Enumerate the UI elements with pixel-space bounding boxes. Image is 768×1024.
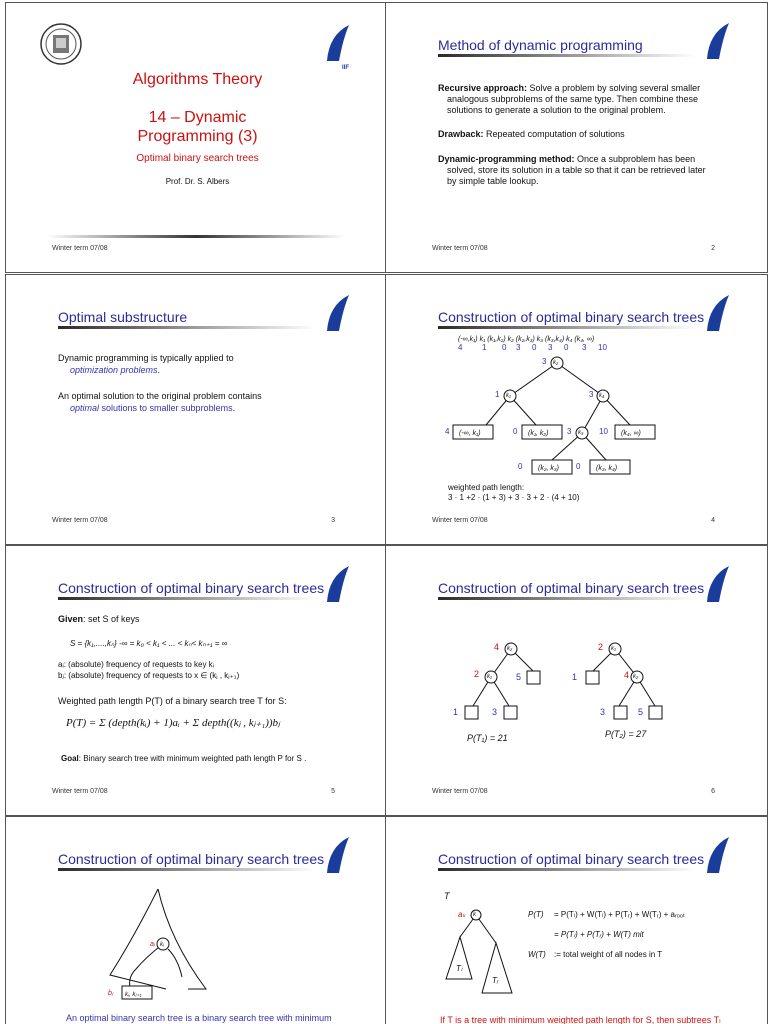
node-weight: 4 <box>624 670 630 680</box>
slide-title: Construction of optimal binary search trees <box>438 580 705 596</box>
footer-term: Winter term 07/08 <box>52 245 108 252</box>
tree-label: T <box>444 891 450 901</box>
slide-title: Method of dynamic programming <box>438 37 643 53</box>
footer-term: Winter term 07/08 <box>52 788 108 795</box>
right-subtree-label: Tᵣ <box>492 976 499 985</box>
frequency-value: 3 <box>582 343 587 352</box>
footer-term: Winter term 07/08 <box>432 788 488 795</box>
leaf-interval: (k₃, k₄) <box>596 465 618 472</box>
wpl-formula: P(T) = Σ (depth(kᵢ) + 1)aᵢ + Σ depth((kⱼ , kⱼ₊₁))bⱼ <box>66 717 280 729</box>
page-number: 3 <box>331 517 335 524</box>
footer-term: Winter term 07/08 <box>432 517 488 524</box>
bst-diagram <box>386 275 768 545</box>
footer-term: Winter term 07/08 <box>432 245 488 252</box>
bst-sketch-diagram <box>6 817 388 1024</box>
node-weight: 2 <box>474 669 480 679</box>
node-ki: kᵢ <box>160 942 164 948</box>
slide-title: Construction of optimal binary search trees <box>438 309 705 325</box>
slide-subtitle: Optimal binary search trees <box>136 153 259 164</box>
goal-label: Goal <box>61 754 79 763</box>
frequency-value: 3 <box>516 343 521 352</box>
text-line: solved, store its solution in a table so that it can be retrieved later <box>447 165 706 175</box>
leaf-interval: (k₄, ∞) <box>621 430 641 437</box>
emphasis: optimization problems <box>70 365 158 375</box>
footer-term: Winter term 07/08 <box>52 517 108 524</box>
text-fragment: : Binary search tree with minimum weighted path length P for S . <box>78 754 307 763</box>
node-root: k₂ <box>553 360 559 366</box>
slide-7 <box>5 816 388 1024</box>
slide-2 <box>385 2 768 273</box>
leaf-weight: 4 <box>445 427 450 436</box>
emphasis: optimal <box>70 403 100 413</box>
node-weight: 2 <box>598 642 604 652</box>
equation-lhs: P(T) <box>528 910 544 919</box>
bj-label: bⱼ <box>108 990 114 997</box>
slide-title: Construction of optimal binary search trees <box>438 851 705 867</box>
equation-lhs: W(T) <box>528 950 546 959</box>
ai-label: aᵢ <box>150 941 155 948</box>
frequency-value: 10 <box>598 343 607 352</box>
leaf-interval: (k₁, k₂) <box>528 430 549 437</box>
iif-logo-icon <box>323 564 353 604</box>
slide-title-line-1: Algorithms Theory <box>132 71 263 88</box>
node-label: k₁ <box>487 674 492 680</box>
text-line <box>70 403 235 414</box>
leaf-interval: (-∞, k₁) <box>459 430 481 437</box>
text-line: solutions to generate a solution to the original problem. <box>447 105 666 115</box>
frequency-value: 3 <box>548 343 553 352</box>
dp-method-text <box>438 154 695 165</box>
leaf-weight: 3 <box>600 707 606 717</box>
slide-8 <box>385 816 768 1024</box>
text-line: by simple table lookup. <box>447 176 539 186</box>
equation-rhs: := total weight of all nodes in T <box>554 950 663 959</box>
iif-logo-icon <box>703 21 733 61</box>
goal-line <box>61 753 306 764</box>
footer-bar <box>46 235 346 238</box>
text-line: Solve a problem by solving several smaller <box>527 83 701 93</box>
node-weight: 4 <box>494 642 500 652</box>
frequency-value: 0 <box>532 343 537 352</box>
page-number: 2 <box>711 245 715 252</box>
author: Prof. Dr. S. Albers <box>165 177 230 186</box>
slide-title-line-2: 14 – Dynamic <box>148 109 247 126</box>
slide-6 <box>385 545 768 816</box>
caption: An optimal binary search tree is a binary search tree with minimum <box>66 1013 332 1023</box>
leaf-interval: kⱼ, kⱼ₊₁ <box>125 992 142 998</box>
slide-1 <box>5 2 388 273</box>
frequency-value: 1 <box>482 343 487 352</box>
slide-4 <box>385 274 768 545</box>
ak-label: aₖ <box>458 910 466 919</box>
leaf-weight: 3 <box>492 707 498 717</box>
text-line: Dynamic programming is typically applied to <box>58 353 234 363</box>
page-number: 5 <box>331 788 335 795</box>
node-label: k₁ <box>611 646 616 652</box>
page-number: 4 <box>711 517 715 524</box>
node-weight: 3 <box>542 357 547 366</box>
leaf-weight: 5 <box>516 672 522 682</box>
given-line <box>58 614 140 625</box>
title-underline <box>58 326 316 329</box>
caption: If T is a tree with minimum weighted path length for S, then subtrees Tₗ <box>440 1015 721 1024</box>
leaf-interval: (k₂, k₃) <box>538 465 559 472</box>
text-line: An optimal solution to the original problem contains <box>58 391 262 401</box>
slide-title: Construction of optimal binary search trees <box>58 580 325 596</box>
text-fragment: solutions to smaller subproblems. <box>99 403 236 413</box>
node-k1: k₁ <box>506 393 511 399</box>
node-weight: 3 <box>589 390 594 399</box>
drawback-label: Drawback: <box>438 129 484 139</box>
slide-5 <box>5 545 388 816</box>
iif-logo-icon <box>323 23 353 63</box>
slide-3 <box>5 274 388 545</box>
given-label: Given <box>58 614 84 624</box>
wpl-expression: 3 · 1 +2 · (1 + 3) + 3 · 3 + 2 · (4 + 10) <box>448 493 580 502</box>
recursive-approach-label: Recursive approach: <box>438 83 528 93</box>
bj-definition: bⱼ: (absolute) frequency of requests to x ∈ (kⱼ , kⱼ₊₁) <box>58 671 240 680</box>
iif-logo-icon <box>323 293 353 333</box>
leaf-weight: 5 <box>638 707 644 717</box>
frequency-value: 4 <box>458 343 463 352</box>
tree-cost: P(T₁) = 21 <box>467 733 508 743</box>
tree-cost: P(T₂) = 27 <box>605 729 647 739</box>
leaf-weight: 0 <box>576 462 581 471</box>
text-fragment: . <box>157 365 161 375</box>
text-fragment: : set S of keys <box>83 614 140 624</box>
text-line: Repeated computation of solutions <box>483 129 625 139</box>
leaf-weight: 1 <box>572 672 578 682</box>
title-underline <box>58 597 316 600</box>
node-weight: 1 <box>495 390 500 399</box>
frequency-value: 0 <box>564 343 569 352</box>
title-underline <box>438 54 696 57</box>
leaf-weight: 0 <box>513 427 518 436</box>
leaf-weight: 1 <box>453 707 459 717</box>
subtree-diagram <box>386 817 768 1024</box>
node-k4: k₄ <box>599 393 605 399</box>
slide-title-line-3: Programming (3) <box>137 128 258 145</box>
ai-definition: aᵢ: (absolute) frequency of requests to key kᵢ <box>58 660 214 669</box>
slide-title: Construction of optimal binary search trees <box>58 851 325 867</box>
page-number: 6 <box>711 788 715 795</box>
wpl-label: weighted path length: <box>448 483 525 492</box>
text-line: Once a subproblem has been <box>574 154 696 164</box>
university-seal-icon <box>40 23 82 65</box>
node-k: k <box>473 912 476 918</box>
node-k3: k₃ <box>578 430 584 436</box>
equation-rhs: = P(Tₗ) + P(Tᵣ) + W(T) mit <box>554 930 644 939</box>
node-label: k₂ <box>633 674 639 680</box>
equation-rhs: = P(Tₗ) + W(Tₗ) + P(Tᵣ) + W(Tᵣ) + aᵣₒₒₜ <box>554 910 686 919</box>
dp-method-label: Dynamic-programming method: <box>438 154 575 164</box>
key-intervals: (-∞,k₁) k₁ (k₁,k₂) k₂ (k₂,k₃) k₃ (k₃,k₄) k₄ (k₄, ∞) <box>458 336 595 343</box>
slide-title: Optimal substructure <box>58 309 188 325</box>
node-weight: 3 <box>567 427 572 436</box>
key-set: S = {k₁,....,kₙ} -∞ = k₀ < k₁ < ... < kₙ< kₙ₊₁ = ∞ <box>70 639 228 648</box>
iif-logo-text: IIF <box>342 65 349 71</box>
leaf-weight: 10 <box>599 427 608 436</box>
frequency-value: 0 <box>502 343 507 352</box>
text-line <box>70 365 160 376</box>
recursive-approach-text <box>438 83 738 94</box>
text-line: analogous subproblems of the same type. Then combine these <box>447 94 698 104</box>
drawback-text <box>438 129 625 140</box>
wpl-definition: Weighted path length P(T) of a binary search tree T for S: <box>58 696 287 706</box>
left-subtree-label: Tₗ <box>456 964 463 973</box>
leaf-weight: 0 <box>518 462 523 471</box>
node-label: k₂ <box>507 646 513 652</box>
